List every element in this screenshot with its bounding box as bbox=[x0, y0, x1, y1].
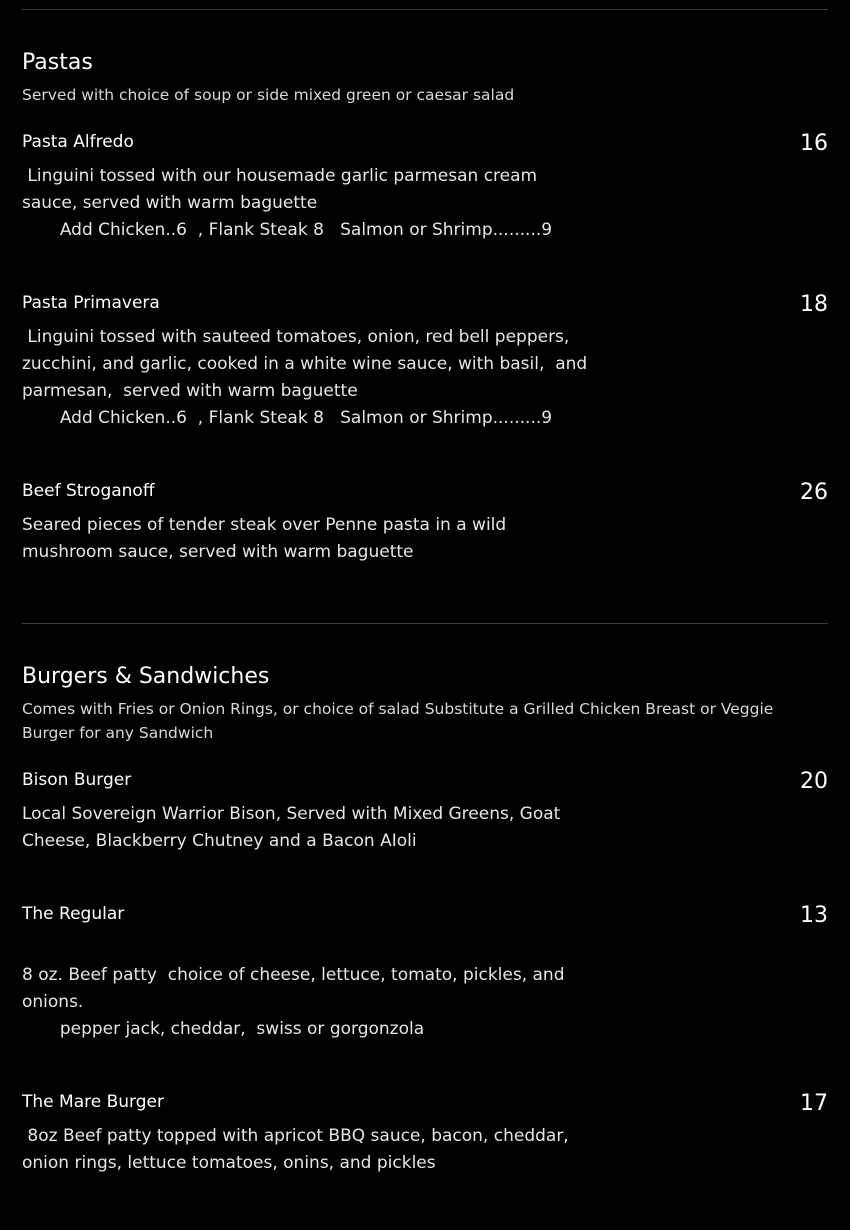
item-price: 26 bbox=[800, 480, 828, 505]
item-description bbox=[22, 163, 622, 244]
item-description-line: Linguini tossed with sauteed tomatoes, onion, red bell peppers, bbox=[22, 327, 570, 347]
item-description-line: mushroom sauce, served with warm baguette bbox=[22, 542, 414, 562]
item-name: Pasta Alfredo bbox=[22, 132, 134, 152]
divider-section bbox=[22, 623, 828, 624]
item-description-line: pepper jack, cheddar, swiss or gorgonzola bbox=[22, 1019, 425, 1039]
item-price: 13 bbox=[800, 903, 828, 928]
section-description: Served with choice of soup or side mixed green or caesar salad bbox=[22, 86, 515, 104]
item-price: 18 bbox=[800, 292, 828, 317]
section-title: Burgers & Sandwiches bbox=[22, 664, 270, 689]
section-description: Comes with Fries or Onion Rings, or choice of salad Substitute a Grilled Chicken Breast or Veggie Burger for any Sandwich bbox=[22, 700, 774, 742]
item-description bbox=[22, 512, 622, 566]
item-description-line: Cheese, Blackberry Chutney and a Bacon AIoli bbox=[22, 831, 417, 851]
item-description-line: 8oz Beef patty topped with apricot BBQ sauce, bacon, cheddar, bbox=[22, 1126, 569, 1146]
item-description bbox=[22, 962, 622, 1043]
item-description-line: zucchini, and garlic, cooked in a white wine sauce, with basil, and bbox=[22, 354, 588, 374]
item-description bbox=[22, 801, 622, 855]
item-description-line: Local Sovereign Warrior Bison, Served with Mixed Greens, Goat bbox=[22, 804, 561, 824]
section-title: Pastas bbox=[22, 50, 93, 75]
item-description-line: onions. bbox=[22, 992, 84, 1012]
item-description-line: parmesan, served with warm baguette bbox=[22, 381, 358, 401]
item-description-line: Linguini tossed with our housemade garlic parmesan cream bbox=[22, 166, 538, 186]
item-name: Beef Stroganoff bbox=[22, 481, 155, 501]
item-description bbox=[22, 324, 622, 432]
item-price: 17 bbox=[800, 1091, 828, 1116]
item-description-line: Seared pieces of tender steak over Penne pasta in a wild bbox=[22, 515, 507, 535]
item-name: Pasta Primavera bbox=[22, 293, 160, 313]
item-price: 16 bbox=[800, 131, 828, 156]
divider-top bbox=[22, 9, 828, 10]
item-price: 20 bbox=[800, 769, 828, 794]
item-description-line: 8 oz. Beef patty choice of cheese, lettuce, tomato, pickles, and bbox=[22, 965, 565, 985]
item-description-line: Add Chicken..6 , Flank Steak 8 Salmon or Shrimp.........9 bbox=[22, 220, 553, 240]
item-description bbox=[22, 1123, 622, 1177]
item-name: The Mare Burger bbox=[22, 1092, 164, 1112]
item-description-line: Add Chicken..6 , Flank Steak 8 Salmon or Shrimp.........9 bbox=[22, 408, 553, 428]
item-name: The Regular bbox=[22, 904, 125, 924]
item-name: Bison Burger bbox=[22, 770, 132, 790]
item-description-line: onion rings, lettuce tomatoes, onins, and pickles bbox=[22, 1153, 436, 1173]
item-description-line: sauce, served with warm baguette bbox=[22, 193, 318, 213]
